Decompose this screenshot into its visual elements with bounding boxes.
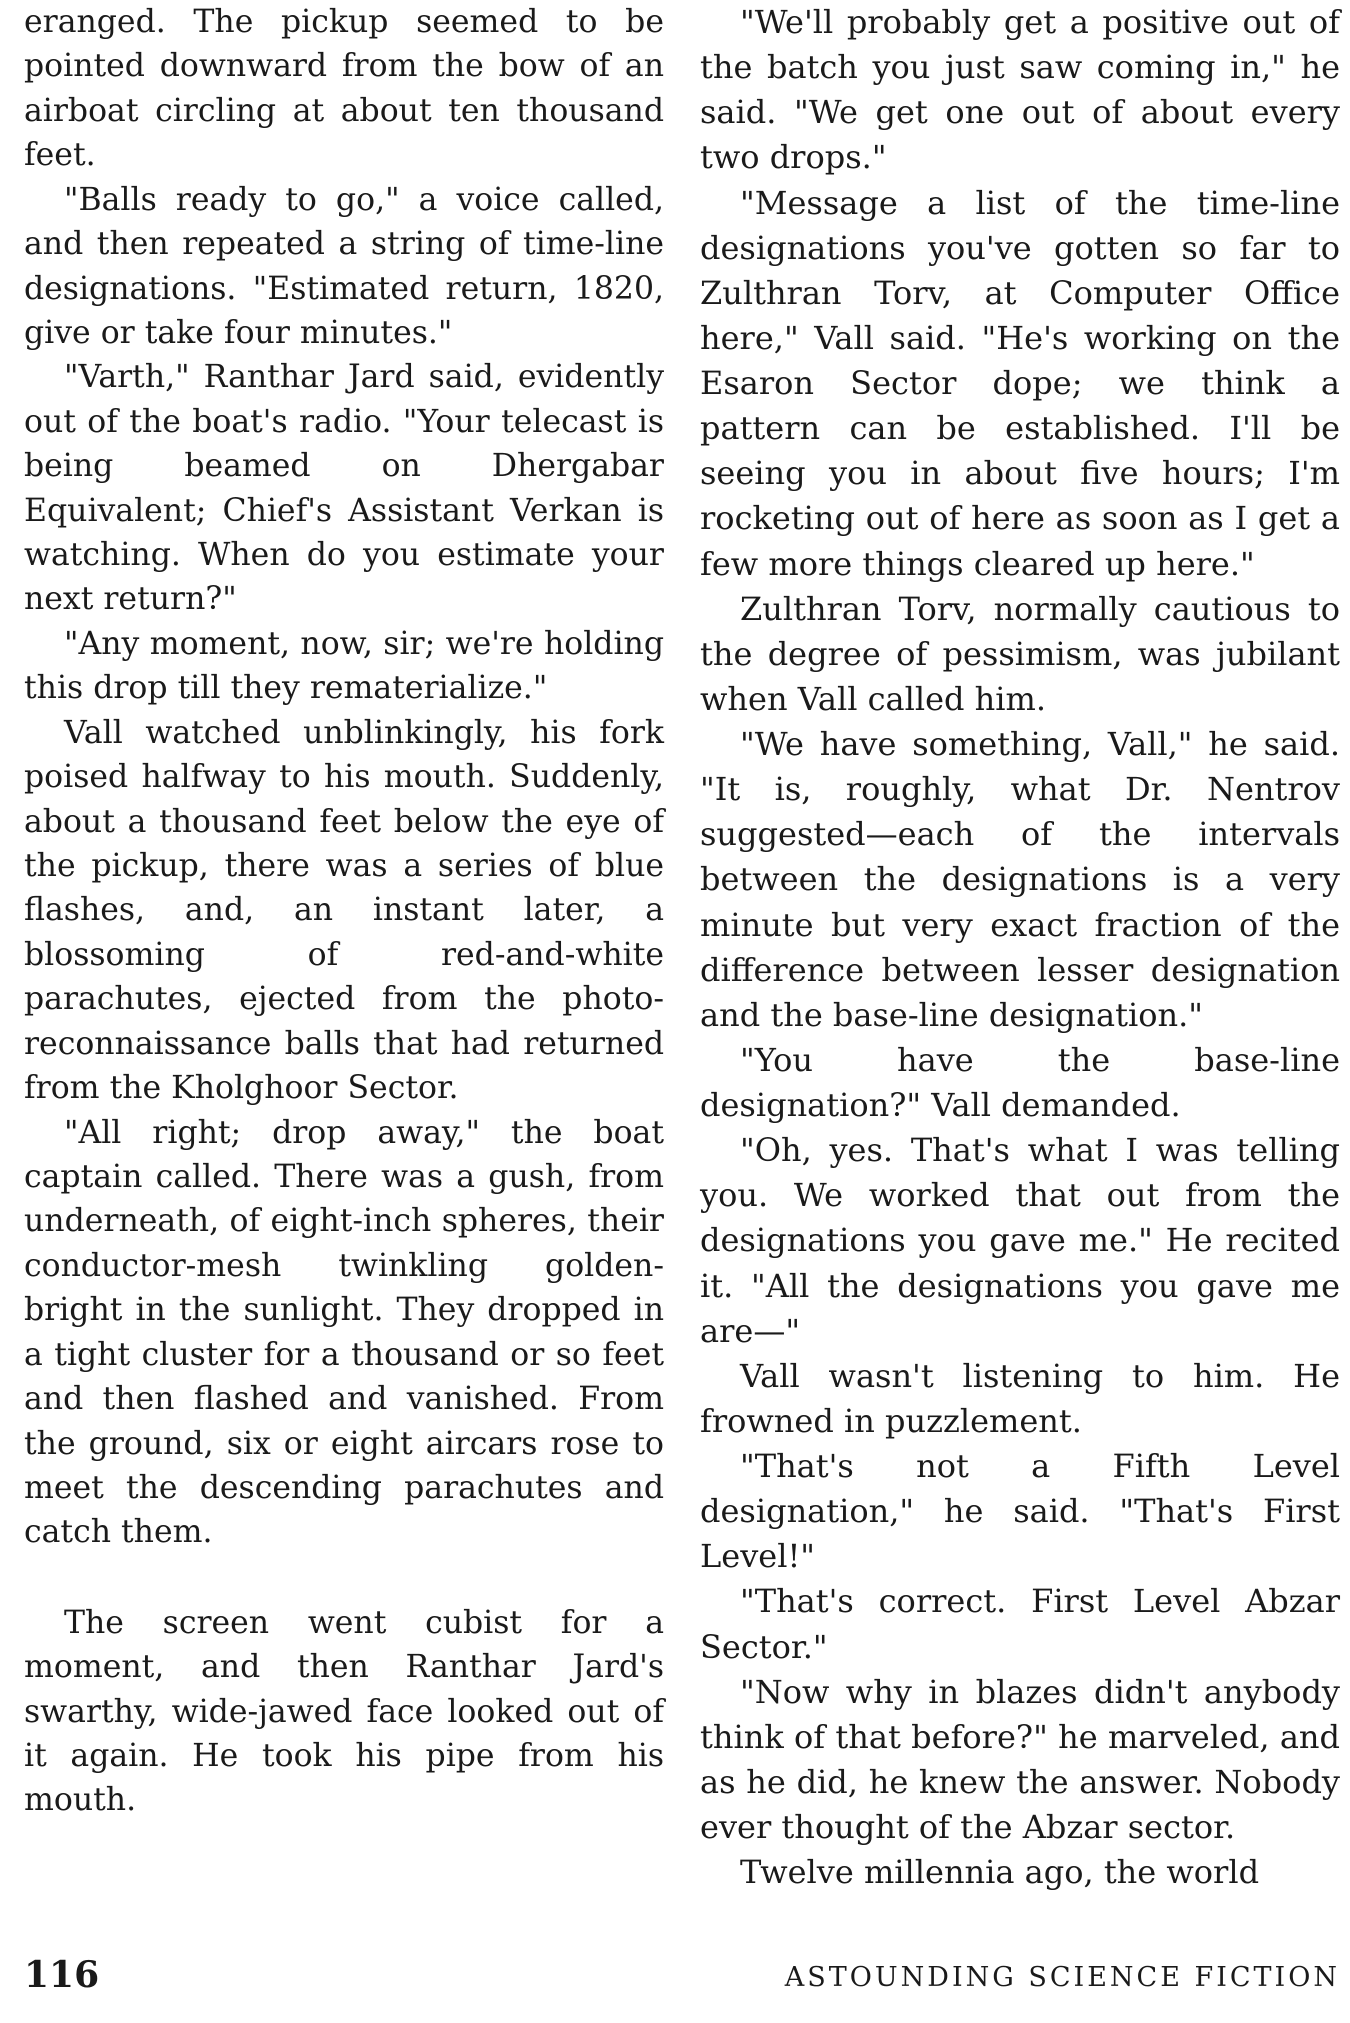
paragraph: "Message a list of the time-line designations you've gotten so far to Zulthran Torv, at Computer Office here," Vall said. "He's working on the Esaron Sector dope; we think a pattern can be established. I'll be seeing you in about five hours; I'm rocketing out of here as soon as I get a few more things cleared up here." <box>700 183 1340 583</box>
paragraph: "We'll probably get a positive out of the batch you just saw coming in," he said. "We get one out of about every two drops." <box>700 3 1340 177</box>
paragraph: "You have the base-line designation?" Vall demanded. <box>700 1040 1340 1124</box>
running-head: ASTOUNDING SCIENCE FICTION <box>784 1962 1340 1993</box>
paragraph: "Varth," Ranthar Jard said, evidently out of the boat's radio. "Your telecast is being beamed on Dhergabar Equivalent; Chief's Assistant Verkan is watching. When do you estimate your next return?" <box>24 359 664 618</box>
paragraph: "Any moment, now, sir; we're holding this drop till they rematerialize." <box>24 625 664 707</box>
paragraph: Zulthran Torv, normally cautious to the degree of pessimism, was jubilant when Vall called him. <box>700 589 1340 718</box>
paragraph: "All right; drop away," the boat captain called. There was a gush, from underneath, of eight-inch spheres, their conductor-mesh twinkling golden-bright in the sunlight. They dropped in a tight cluster for a thousand or so feet and then flashed and vanished. From the ground, six or eight aircars rose to meet the descending parachutes and catch them. <box>24 1114 664 1551</box>
left-column <box>24 0 664 1823</box>
paragraph: "That's not a Fifth Level designation," he said. "That's First Level!" <box>700 1447 1340 1576</box>
paragraph: "That's correct. First Level Abzar Sector." <box>700 1582 1340 1666</box>
paragraph: "Balls ready to go," a voice called, and then repeated a string of time-line designations. "Estimated return, 1820, give or take four minutes." <box>24 181 664 351</box>
paragraph: Vall watched unblinkingly, his fork poised halfway to his mouth. Suddenly, about a thousand feet below the eye of the pickup, there was a series of blue flashes, and, an instant later, a blossoming of red-and-white parachutes, ejected from the photo-reconnaissance balls that had returned from the Kholghoor Sector. <box>24 714 664 1107</box>
paragraph: "Now why in blazes didn't anybody think of that before?" he marveled, and as he did, he knew the answer. Nobody ever thought of the Abzar sector. <box>700 1672 1340 1846</box>
paragraph: Twelve millennia ago, the world <box>740 1853 1260 1892</box>
page-number: 116 <box>24 1954 100 1996</box>
right-column <box>700 0 1340 1895</box>
paragraph: "Oh, yes. That's what I was telling you. We worked that out from the designations you gave me." He recited it. "All the designations you gave me are—" <box>700 1131 1340 1350</box>
paragraph: Vall wasn't listening to him. He frowned in puzzlement. <box>700 1356 1340 1440</box>
paragraph: eranged. The pickup seemed to be pointed downward from the bow of an airboat circling at about ten thousand feet. <box>24 4 664 174</box>
paragraph: "We have something, Vall," he said. "It is, roughly, what Dr. Nentrov suggested—each of the intervals between the designations is a very minute but very exact fraction of the difference between lesser designation and the base-line designation." <box>700 725 1340 1034</box>
paragraph: The screen went cubist for a moment, and then Ranthar Jard's swarthy, wide-jawed face looked out of it again. He took his pipe from his mouth. <box>24 1604 664 1819</box>
